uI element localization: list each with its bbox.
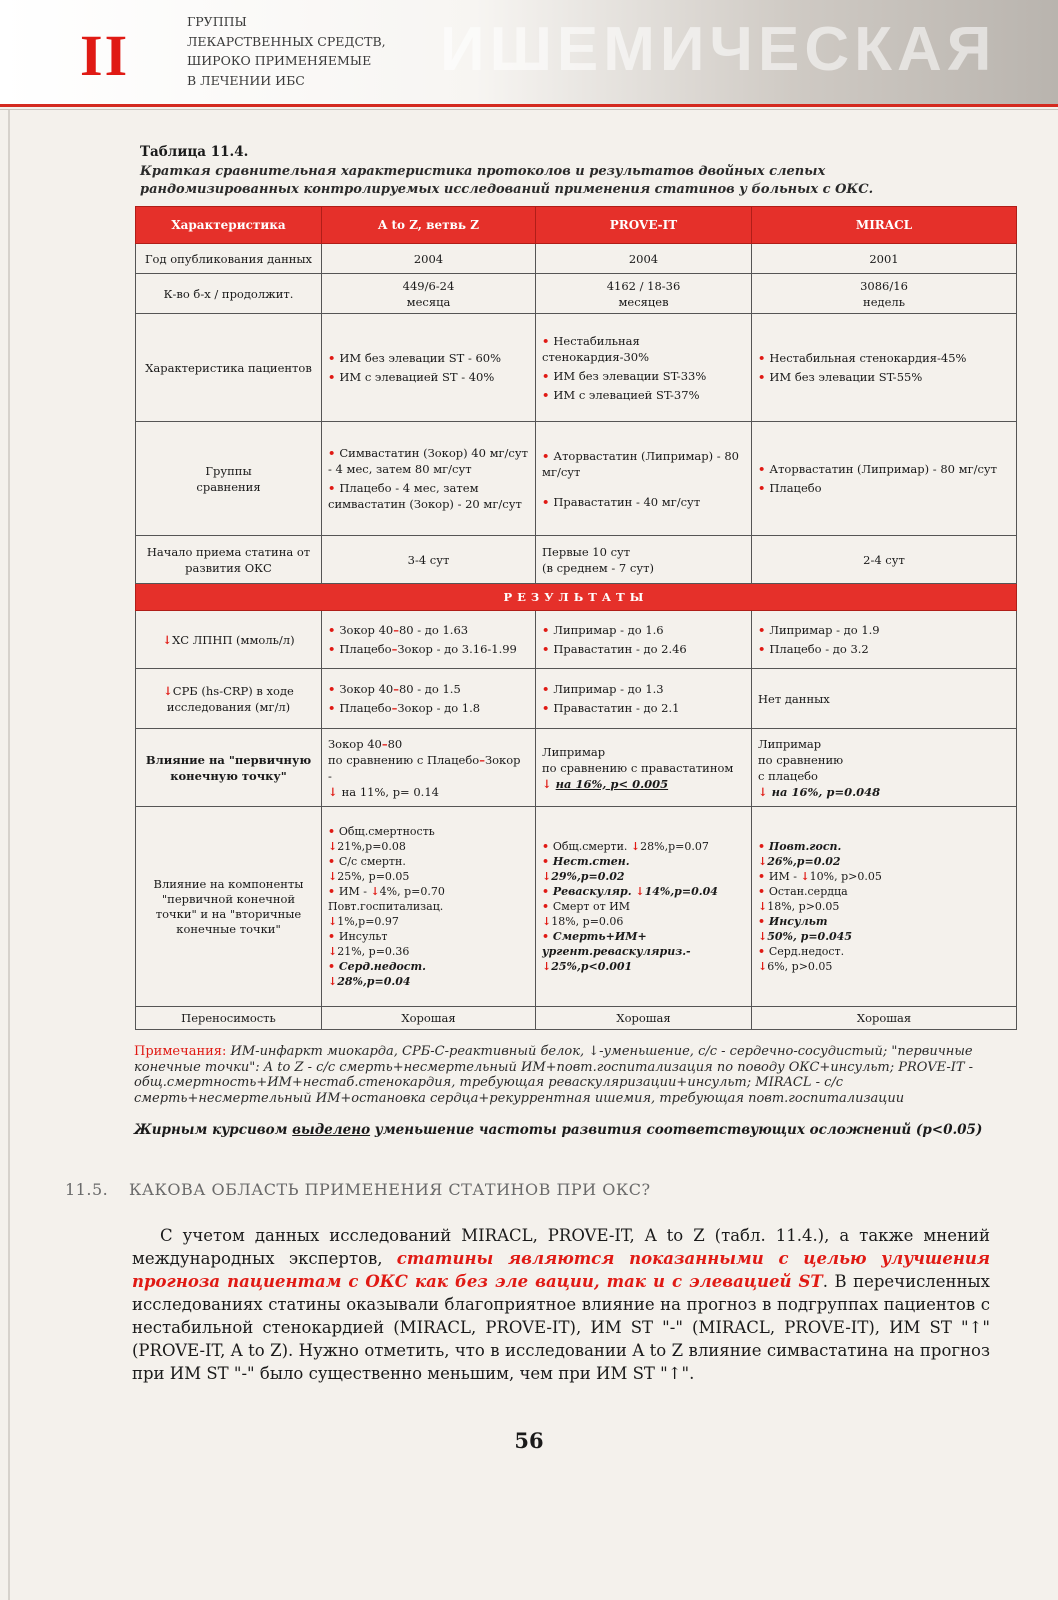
legend-text: выделено: [292, 1122, 371, 1138]
margin-line: [8, 110, 10, 1600]
cell: [536, 274, 752, 314]
component-item: [542, 854, 745, 869]
text-part: на 16%, p=0.048: [771, 784, 881, 799]
down-arrow-icon: ↓: [630, 840, 641, 853]
down-arrow-icon: ↓: [328, 915, 338, 928]
row-label: Влияние на компоненты "первичной конечной точки" и на "вторичные конечные точки": [136, 807, 322, 1007]
component-text: 29%,p=0.02: [551, 870, 625, 883]
down-arrow-icon: ↓: [328, 945, 338, 958]
bullet-icon: •: [542, 885, 553, 898]
component-item: [542, 884, 745, 899]
bullet-item: • Липримар - до 1.6: [542, 622, 745, 638]
bullet-item: • ИМ без элевации ST-55%: [758, 369, 1010, 385]
notes-text: ИМ-инфаркт миокарда, СРБ-С-реактивный белок, ↓-уменьшение, с/с - сердечно-сосудистый; "первичные конечные точки": A to Z - с/с смерть+несмертельный ИМ+повт.госпитализация по поводу ОКС+инсульт; PROVE-IT - общ.смертность+ИМ+нестаб.стенокардия, требующая реваскуляризации+инсульт; MIRACL - с/с смерть+несмертельный ИМ+остановка сердца+рекуррентная ишемия, требующая повт.госпитализации: [134, 1044, 974, 1106]
cell-line: по сравнению с правастатином: [542, 760, 734, 775]
bullet-icon: •: [542, 840, 553, 853]
down-arrow-icon: ↓: [758, 855, 768, 868]
table-row-primary-endpoint: [136, 729, 1017, 807]
component-item: [328, 824, 529, 839]
cell: Хорошая: [322, 1007, 536, 1030]
cell: [322, 314, 536, 422]
chapter-title-line: В ЛЕЧЕНИИ ИБС: [187, 72, 305, 88]
bullet-icon: •: [328, 960, 339, 973]
bullet-icon: •: [328, 855, 339, 868]
text-part: - до 3.16-1.99: [432, 642, 517, 656]
cell: 2-4 сут: [752, 536, 1017, 584]
chapter-title: [187, 12, 386, 90]
header-watermark: ИШЕМИЧЕСКАЯ: [440, 15, 997, 84]
cell: [322, 611, 536, 669]
text-part: на 16%, p< 0.005: [555, 776, 669, 791]
table-row-count: [136, 274, 1017, 314]
bullet-icon: •: [542, 855, 553, 868]
down-arrow-icon: ↓: [542, 776, 556, 791]
text-part: по сравнению с Плацебо: [328, 752, 480, 767]
component-text: 25%, p=0.05: [337, 870, 410, 883]
text-part: Зокор 40: [339, 682, 394, 696]
component-text: Инсульт: [338, 930, 388, 943]
table-label: Таблица 11.4.: [140, 144, 249, 160]
down-arrow-icon: ↓: [328, 840, 338, 853]
component-text: Реваскуляр.: [552, 885, 636, 898]
component-item: [758, 839, 1010, 854]
component-text: 18%, p>0.05: [767, 900, 840, 913]
bullet-item: • ИМ с элевацией ST - 40%: [328, 369, 529, 385]
bullet-icon: •: [758, 840, 769, 853]
component-item: [542, 959, 745, 974]
bullet-item: • Правастатин - 40 мг/сут: [542, 494, 745, 510]
component-item: [542, 944, 745, 959]
bullet-item: • Плацебо: [758, 480, 1010, 496]
cell: [536, 422, 752, 536]
bullet-item: • Плацебо - 4 мес, затем симвастатин (Зокор) - 20 мг/сут: [328, 480, 529, 512]
component-text: Общ.смертность: [338, 825, 435, 838]
component-text: Серд.недост.: [338, 960, 426, 973]
bullet-item: • ИМ без элевации ST - 60%: [328, 350, 529, 366]
component-item: [328, 929, 529, 944]
down-arrow-icon: ↓: [542, 870, 552, 883]
table-row-patients: [136, 314, 1017, 422]
page-number: 56: [514, 1428, 544, 1453]
legend-text: Жирным курсивом: [134, 1122, 293, 1138]
bullet-item: [328, 641, 529, 657]
down-arrow-icon: ↓: [542, 915, 552, 928]
chapter-title-line: ЛЕКАРСТВЕННЫХ СРЕДСТВ,: [187, 33, 386, 49]
bullet-item: • Нестабильная стенокардия-45%: [758, 350, 1010, 366]
cell-line: [758, 784, 1010, 800]
text-part: 80: [398, 682, 414, 696]
component-item: [542, 914, 745, 929]
component-text: 28%,p=0.04: [337, 975, 411, 988]
row-label: К-во б-х / продолжит.: [136, 274, 322, 314]
bullet-item: • Симвастатин (Зокор) 40 мг/сут - 4 мес, затем 80 мг/сут: [328, 445, 529, 477]
bullet-item: • ИМ без элевации ST-33%: [542, 368, 745, 384]
notes-legend: [134, 1122, 994, 1138]
bullet-icon: •: [758, 915, 769, 928]
row-label: Влияние на "первичную конечную точку": [136, 729, 322, 807]
paragraph-text: . В перечисленных исследованиях статины оказывали благоприятное влияние на прогноз в подгруппах пациентов с нестабильной стенокардией (MIRACL, PROVE-IT), ИМ ST "-" (MIRACL, PROVE-IT), ИМ ST "↑" (PROVE-IT, A to Z). Нужно отметить, что в исследовании A to Z влияние симвастатина на прогноз при ИМ ST "-" было существенно меньшим, чем при ИМ ST "↑".: [132, 1272, 990, 1383]
bullet-item: • Правастатин - до 2.46: [542, 641, 745, 657]
cell: [322, 422, 536, 536]
component-text: С/с смертн.: [338, 855, 406, 868]
statin-trials-table: [135, 206, 1017, 1030]
bullet-icon: •: [758, 945, 769, 958]
cell-line: Липримар: [542, 744, 606, 759]
row-label: [136, 669, 322, 729]
component-text: 21%, p=0.36: [337, 945, 410, 958]
chapter-title-line: ГРУППЫ: [187, 14, 247, 29]
component-text: Смерть+ИМ+: [552, 930, 647, 943]
cell: [752, 729, 1017, 807]
cell: [322, 669, 536, 729]
legend-text: уменьшение частоты развития соответствующих осложнений (p<0.05): [370, 1122, 983, 1138]
cell-line: по сравнению: [758, 752, 844, 767]
cell: [536, 536, 752, 584]
results-title: РЕЗУЛЬТАТЫ: [136, 584, 1017, 611]
text-part: Зокор 40: [328, 736, 382, 751]
cell-line: [328, 752, 529, 768]
component-text: 18%, p=0.06: [551, 915, 624, 928]
row-label-text: ХС ЛПНП (ммоль/л): [172, 632, 295, 647]
chapter-number: II: [80, 23, 130, 88]
text-part: Плацебо: [339, 642, 392, 656]
cell-line: [542, 776, 745, 792]
bullet-icon: •: [328, 885, 339, 898]
row-label: Начало приема статина от развития ОКС: [136, 536, 322, 584]
column-header: A to Z, ветвь Z: [322, 207, 536, 244]
paragraph-text: С учетом данных исследований MIRACL, PROVE-IT, A to Z (табл. 11.4.), а также мнений международных экспертов,: [132, 1226, 990, 1268]
component-item: [758, 944, 1010, 959]
cell-line: месяцев: [618, 294, 669, 309]
bullet-icon: •: [758, 885, 769, 898]
cell: 2004: [536, 244, 752, 274]
component-text: 28%,p=0.07: [640, 840, 709, 853]
row-label: Год опубликования данных: [136, 244, 322, 274]
table-notes: [134, 1044, 994, 1106]
down-arrow-icon: ↓: [635, 885, 645, 898]
column-header: Характеристика: [136, 207, 322, 244]
row-label-text: СРБ (hs-CRP) в ходе исследования (мг/л): [166, 683, 294, 714]
down-arrow-icon: ↓: [542, 960, 552, 973]
text-part: Зокор: [397, 642, 433, 656]
component-item: [328, 839, 529, 854]
component-item: [328, 899, 529, 914]
component-text: 6%, p>0.05: [767, 960, 833, 973]
cell-line: Первые 10 сут: [542, 544, 631, 559]
component-text: Остан.сердца: [768, 885, 848, 898]
bullet-item: • ИМ с элевацией ST-37%: [542, 387, 745, 403]
arrow-dash: –: [381, 736, 388, 751]
notes-heading: Примечания:: [134, 1044, 227, 1059]
section-title: КАКОВА ОБЛАСТЬ ПРИМЕНЕНИЯ СТАТИНОВ ПРИ ОКС?: [129, 1180, 651, 1199]
component-item: [328, 914, 529, 929]
header-rule-secondary: [0, 109, 1058, 110]
arrow-dash: –: [393, 682, 399, 696]
component-text: 4%, p=0.70: [379, 885, 445, 898]
component-text: Серд.недост.: [768, 945, 845, 958]
row-label-line: сравнения: [196, 479, 261, 494]
component-text: 50%, p=0.045: [767, 930, 852, 943]
bullet-icon: •: [542, 900, 553, 913]
component-text: 10%, p>0.05: [809, 870, 882, 883]
arrow-dash: –: [393, 623, 399, 637]
cell-line: (в среднем - 7 сут): [542, 560, 654, 575]
bullet-item: • Плацебо - до 3.2: [758, 641, 1010, 657]
down-arrow-icon: ↓: [163, 683, 173, 698]
row-label-line: Группы: [205, 463, 252, 478]
text-part: Зокор: [397, 701, 433, 715]
cell: [536, 729, 752, 807]
component-item: [542, 899, 745, 914]
bullet-icon: •: [328, 825, 339, 838]
component-text: ИМ -: [338, 885, 371, 898]
cell: 2004: [322, 244, 536, 274]
component-text: ургент.реваскуляриз.-: [542, 945, 691, 958]
component-item: [758, 884, 1010, 899]
cell-line: недель: [863, 294, 905, 309]
down-arrow-icon: ↓: [758, 784, 772, 799]
down-arrow-icon: ↓: [328, 784, 342, 799]
bullet-icon: •: [328, 930, 339, 943]
bullet-item: • Правастатин - до 2.1: [542, 700, 745, 716]
bullet-item: • Аторвастатин (Липримар) - 80 мг/сут: [542, 448, 745, 480]
component-item: [758, 914, 1010, 929]
down-arrow-icon: ↓: [370, 885, 380, 898]
bullet-item: • Нестабильная стенокардия-30%: [542, 333, 745, 365]
text-part: на 11%, p= 0.14: [341, 784, 439, 799]
component-text: 1%,p=0.97: [337, 915, 399, 928]
cell: [752, 422, 1017, 536]
table-header-row: [136, 207, 1017, 244]
component-item: [758, 869, 1010, 884]
component-item: [328, 974, 529, 989]
chapter-title-line: ШИРОКО ПРИМЕНЯЕМЫЕ: [187, 53, 372, 68]
section-heading: [65, 1180, 651, 1199]
bullet-icon: •: [758, 870, 769, 883]
text-part: 80: [398, 623, 414, 637]
table-row-start: [136, 536, 1017, 584]
cell: [536, 807, 752, 1007]
component-item: [328, 869, 529, 884]
cell: [752, 274, 1017, 314]
component-text: Смерт от ИМ: [552, 900, 631, 913]
row-label: [136, 611, 322, 669]
bullet-icon: •: [542, 930, 553, 943]
cell: [322, 274, 536, 314]
component-item: [758, 959, 1010, 974]
cell-line: 4162 / 18-36: [606, 278, 681, 293]
table-caption: Краткая сравнительная характеристика протоколов и результатов двойных слепых рандомизированных контролируемых исследований применения статинов у больных с ОКС.: [140, 164, 874, 197]
down-arrow-icon: ↓: [758, 930, 768, 943]
component-text: Нест.стен.: [552, 855, 630, 868]
row-label: Характеристика пациентов: [136, 314, 322, 422]
bullet-item: • Липримар - до 1.3: [542, 681, 745, 697]
table-row-crp: [136, 669, 1017, 729]
component-text: Повт.госпитализац.: [328, 900, 444, 913]
component-item: [328, 854, 529, 869]
column-header: MIRACL: [752, 207, 1017, 244]
bullet-item: • Липримар - до 1.9: [758, 622, 1010, 638]
cell: [322, 729, 536, 807]
text-part: Плацебо: [339, 701, 392, 715]
cell-line: -: [328, 768, 332, 783]
component-text: 14%,p=0.04: [644, 885, 718, 898]
bullet-item: [328, 700, 529, 716]
text-part: - до 1.5: [413, 682, 461, 696]
component-item: [758, 854, 1010, 869]
component-text: ИМ -: [768, 870, 801, 883]
cell-line: [328, 784, 529, 800]
component-text: 25%,p<0.001: [551, 960, 633, 973]
cell: Хорошая: [536, 1007, 752, 1030]
component-item: [758, 899, 1010, 914]
cell: [752, 314, 1017, 422]
component-text: Повт.госп.: [768, 840, 842, 853]
arrow-dash: –: [479, 752, 485, 767]
component-text: Инсульт: [768, 915, 828, 928]
table-row-ldl: [136, 611, 1017, 669]
bullet-item: • Аторвастатин (Липримар) - 80 мг/сут: [758, 461, 1010, 477]
component-item: [328, 884, 529, 899]
cell: [536, 611, 752, 669]
header-rule: [0, 104, 1058, 107]
bullet-item: [328, 622, 529, 638]
text-part: - до 1.8: [432, 701, 481, 715]
arrow-dash: –: [391, 642, 398, 656]
component-item: [328, 944, 529, 959]
component-item: [542, 869, 745, 884]
component-item: [542, 929, 745, 944]
down-arrow-icon: ↓: [328, 975, 338, 988]
section-number: 11.5.: [65, 1180, 109, 1199]
down-arrow-icon: ↓: [800, 870, 810, 883]
table-row-groups: [136, 422, 1017, 536]
cell: Нет данных: [752, 669, 1017, 729]
cell-line: 3086/16: [860, 278, 908, 293]
table-row-components: [136, 807, 1017, 1007]
cell-line: [328, 736, 529, 752]
component-text: 26%,p=0.02: [767, 855, 841, 868]
cell: [536, 314, 752, 422]
cell-line: месяца: [406, 294, 451, 309]
text-part: 80: [387, 736, 403, 751]
down-arrow-icon: ↓: [758, 960, 768, 973]
bullet-item: [328, 681, 529, 697]
results-divider-row: [136, 584, 1017, 611]
component-item: [758, 929, 1010, 944]
cell: [322, 807, 536, 1007]
arrow-dash: –: [391, 701, 398, 715]
row-label: Переносимость: [136, 1007, 322, 1030]
cell-line: с плацебо: [758, 768, 818, 783]
cell: [536, 669, 752, 729]
down-arrow-icon: ↓: [758, 900, 768, 913]
cell-line: 449/6-24: [402, 278, 455, 293]
column-header: PROVE-IT: [536, 207, 752, 244]
text-part: Зокор 40: [339, 623, 394, 637]
cell-line: Липримар: [758, 736, 822, 751]
cell: [752, 611, 1017, 669]
cell: [752, 807, 1017, 1007]
cell: 3-4 сут: [322, 536, 536, 584]
row-label: [136, 422, 322, 536]
component-text: 21%,p=0.08: [337, 840, 406, 853]
component-item: [542, 839, 745, 854]
component-text: Общ.смерти.: [552, 840, 631, 853]
body-paragraph: [132, 1224, 990, 1385]
component-item: [328, 959, 529, 974]
cell: 2001: [752, 244, 1017, 274]
cell: Хорошая: [752, 1007, 1017, 1030]
down-arrow-icon: ↓: [162, 632, 173, 647]
text-part: - до 1.63: [413, 623, 469, 637]
text-part: Зокор: [484, 752, 521, 767]
table-row-year: [136, 244, 1017, 274]
paragraph-highlight: статины являются показанными с целью улучшения прогноза пациентам с ОКС как без эле вации, так и с элевацией ST: [132, 1249, 990, 1291]
table-row-tolerance: [136, 1007, 1017, 1030]
down-arrow-icon: ↓: [328, 870, 338, 883]
